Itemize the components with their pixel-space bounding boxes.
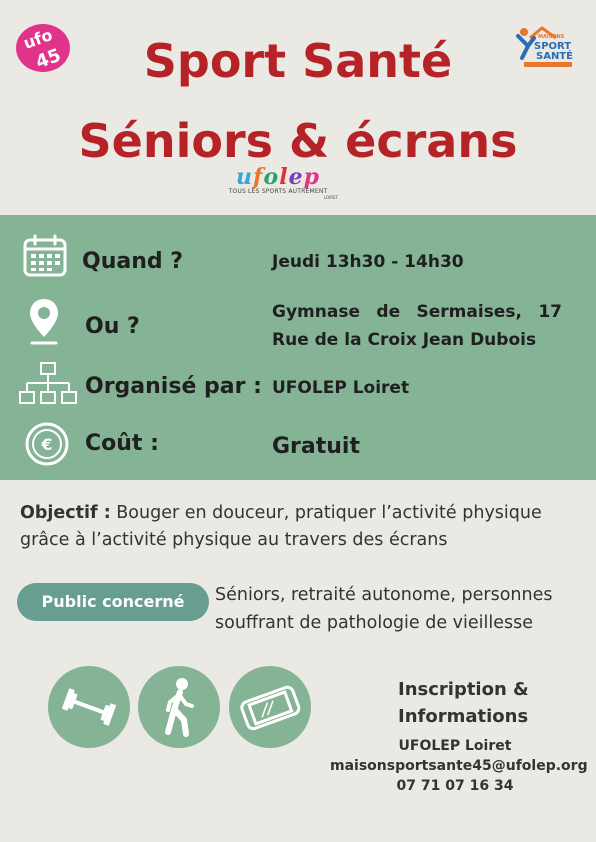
ufolep-brand: ufolep — [236, 164, 320, 190]
cost-value: Gratuit — [272, 434, 360, 459]
svg-text:45: 45 — [33, 44, 64, 74]
where-label: Ou ? — [85, 314, 140, 339]
org-chart-icon — [18, 361, 78, 407]
location-pin-icon — [28, 297, 60, 347]
svg-text:ufo: ufo — [20, 25, 55, 53]
contact-org: UFOLEP Loiret — [398, 738, 512, 754]
svg-text:€: € — [41, 435, 53, 454]
contact-title-line2: Informations — [398, 706, 529, 727]
when-value: Jeudi 13h30 - 14h30 — [272, 252, 464, 272]
objective-paragraph — [20, 500, 580, 554]
svg-text:MAISONS: MAISONS — [538, 34, 565, 40]
walking-person-icon — [138, 666, 220, 748]
game-console-icon — [229, 666, 311, 748]
console-circle — [229, 666, 311, 748]
contact-phone[interactable]: 07 71 07 16 34 — [396, 778, 514, 794]
title-line2: Séniors & écrans — [78, 114, 518, 168]
dumbbell-circle — [48, 666, 130, 748]
when-label: Quand ? — [82, 249, 184, 274]
public-text: Séniors, retraité autonome, personnes souffrant de pathologie de vieillesse — [215, 585, 553, 633]
contact-email[interactable]: maisonsportsante45@ufolep.org — [330, 758, 588, 774]
cost-label: Coût : — [85, 431, 159, 456]
ufolep-tagline: TOUS LES SPORTS AUTREMENT — [228, 188, 328, 195]
euro-coin-icon — [24, 421, 70, 467]
ufolep-logo — [218, 166, 338, 200]
objective-text: Bouger en douceur, pratiquer l’activité physique grâce à l’activité physique au travers des écrans — [20, 503, 542, 550]
objective-label: Objectif : — [20, 503, 111, 523]
ufolep-sub: LOIRET — [323, 195, 338, 200]
calendar-icon — [22, 234, 68, 278]
walking-circle — [138, 666, 220, 748]
public-concerne-badge: Public concerné — [17, 583, 209, 621]
dumbbell-icon — [48, 666, 130, 748]
organizer-value: UFOLEP Loiret — [272, 378, 410, 398]
contact-title-line1: Inscription & — [398, 679, 529, 700]
where-value-line2: Rue de la Croix Jean Dubois — [272, 330, 537, 350]
where-value-line1: Gymnase de Sermaises, 17 — [272, 302, 562, 322]
svg-text:SPORT: SPORT — [534, 41, 572, 52]
contact-block — [330, 676, 588, 796]
svg-text:SANTÉ: SANTÉ — [536, 51, 573, 62]
title-line1: Sport Santé — [143, 34, 453, 88]
organizer-label: Organisé par : — [85, 374, 262, 399]
